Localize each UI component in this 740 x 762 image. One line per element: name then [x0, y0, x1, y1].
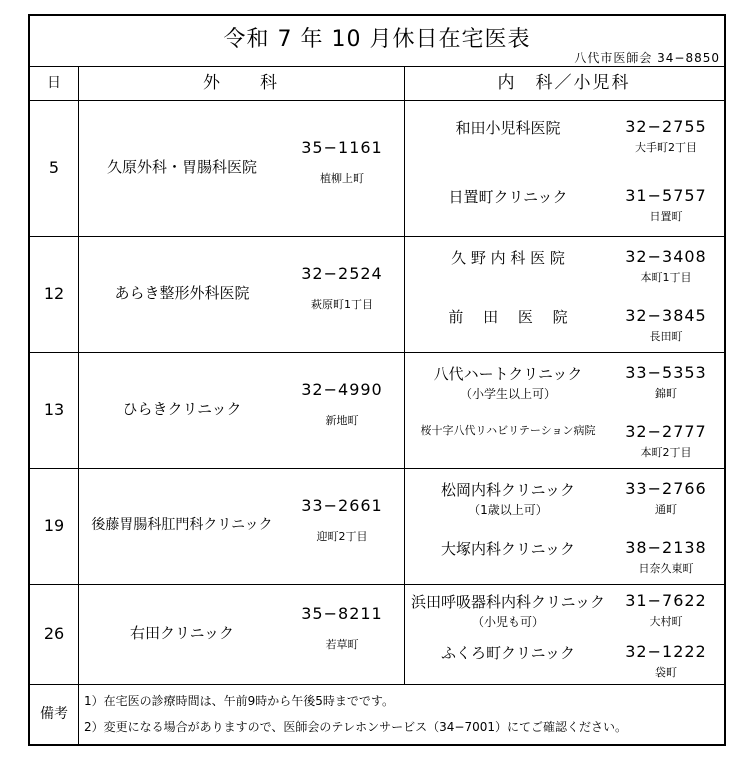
surgery-clinic-name: 後藤胃腸科肛門科クリニック	[91, 517, 273, 533]
internal-phone: 31−7622	[625, 591, 707, 610]
internal-phone: 38−2138	[625, 538, 707, 557]
surgery-clinic-name: あらき整形外科医院	[114, 284, 250, 302]
day-number: 5	[48, 158, 60, 177]
internal-area: 本町2丁目	[640, 446, 692, 459]
surgery-clinic-name: 久原外科・胃腸科医院	[106, 158, 257, 176]
schedule-row	[30, 468, 724, 585]
internal-clinic-note: （1歳以上可）	[468, 503, 548, 517]
surgery-phone: 33−2661	[301, 496, 383, 515]
internal-clinic-name: 久 野 内 科 医 院	[451, 249, 565, 267]
day-number: 12	[43, 284, 65, 303]
schedule-row	[30, 100, 724, 237]
internal-clinic-name: 前 田 医 院	[448, 308, 568, 326]
surgery-clinic-name: 右田クリニック	[129, 624, 235, 642]
surgery-phone: 32−2524	[301, 264, 383, 283]
surgery-area: 若草町	[325, 638, 359, 651]
schedule-row	[30, 352, 724, 469]
note-2: 2）変更になる場合がありますので、医師会のテレホンサービス（34−7001）にてご確認ください。	[84, 720, 628, 734]
surgery-area: 萩原町1丁目	[311, 298, 373, 311]
internal-clinic-name: 八代ハートクリニック	[433, 365, 583, 383]
header-day: 日	[47, 75, 61, 91]
internal-phone: 33−5353	[625, 363, 707, 382]
header-row	[30, 66, 724, 101]
surgery-phone: 35−8211	[301, 604, 383, 623]
internal-area: 大村町	[649, 615, 683, 628]
title-row	[30, 16, 724, 67]
internal-area: 袋町	[655, 666, 677, 679]
internal-area: 日置町	[649, 210, 683, 223]
day-number: 19	[43, 516, 65, 535]
internal-phone: 32−2755	[625, 117, 707, 136]
schedule-row	[30, 236, 724, 353]
surgery-area: 植柳上町	[320, 172, 364, 185]
internal-clinic-name: ふくろ町クリニック	[440, 644, 576, 662]
internal-phone: 32−1222	[625, 642, 707, 661]
internal-phone: 32−3845	[625, 306, 707, 325]
internal-clinic-name: 浜田呼吸器科内科クリニック	[410, 593, 606, 611]
surgery-area: 迎町2丁目	[316, 530, 368, 543]
internal-area: 通町	[655, 503, 677, 516]
schedule-row	[30, 584, 724, 685]
internal-clinic-name: 和田小児科医院	[455, 119, 561, 137]
divider-columns	[404, 66, 405, 684]
notes-row	[30, 684, 724, 744]
day-number: 13	[43, 400, 65, 419]
internal-phone: 33−2766	[625, 479, 707, 498]
internal-phone: 31−5757	[625, 186, 707, 205]
note-1: 1）在宅医の診療時間は、午前9時から午後5時までです。	[84, 694, 394, 708]
surgery-phone: 32−4990	[301, 380, 383, 399]
internal-area: 日奈久東町	[638, 562, 694, 575]
internal-clinic-name: 日置町クリニック	[448, 188, 568, 206]
internal-clinic-name: 桜十字八代リハビリテーション病院	[420, 424, 596, 437]
internal-area: 長田町	[649, 330, 683, 343]
divider-day	[78, 66, 79, 744]
header-internal: 内 科／小児科	[497, 73, 631, 93]
internal-clinic-note: （小児も可）	[471, 615, 544, 629]
notes-label: 備考	[40, 706, 68, 722]
surgery-clinic-name: ひらきクリニック	[122, 400, 242, 418]
internal-area: 大手町2丁目	[635, 141, 697, 154]
internal-phone: 32−2777	[625, 422, 707, 441]
internal-area: 本町1丁目	[640, 271, 692, 284]
association-contact: 八代市医師会 34−8850	[574, 51, 720, 65]
surgery-phone: 35−1161	[301, 138, 383, 157]
internal-phone: 32−3408	[625, 247, 707, 266]
day-number: 26	[43, 624, 65, 643]
header-surgery: 外 科	[203, 73, 279, 93]
internal-area: 錦町	[655, 387, 677, 400]
schedule-sheet	[28, 14, 726, 746]
surgery-area: 新地町	[325, 414, 359, 427]
internal-clinic-name: 大塚内科クリニック	[440, 540, 576, 558]
page-title: 令和 7 年 10 月休日在宅医表	[223, 27, 531, 52]
internal-clinic-name: 松岡内科クリニック	[440, 481, 576, 499]
internal-clinic-note: （小学生以上可）	[459, 387, 556, 401]
